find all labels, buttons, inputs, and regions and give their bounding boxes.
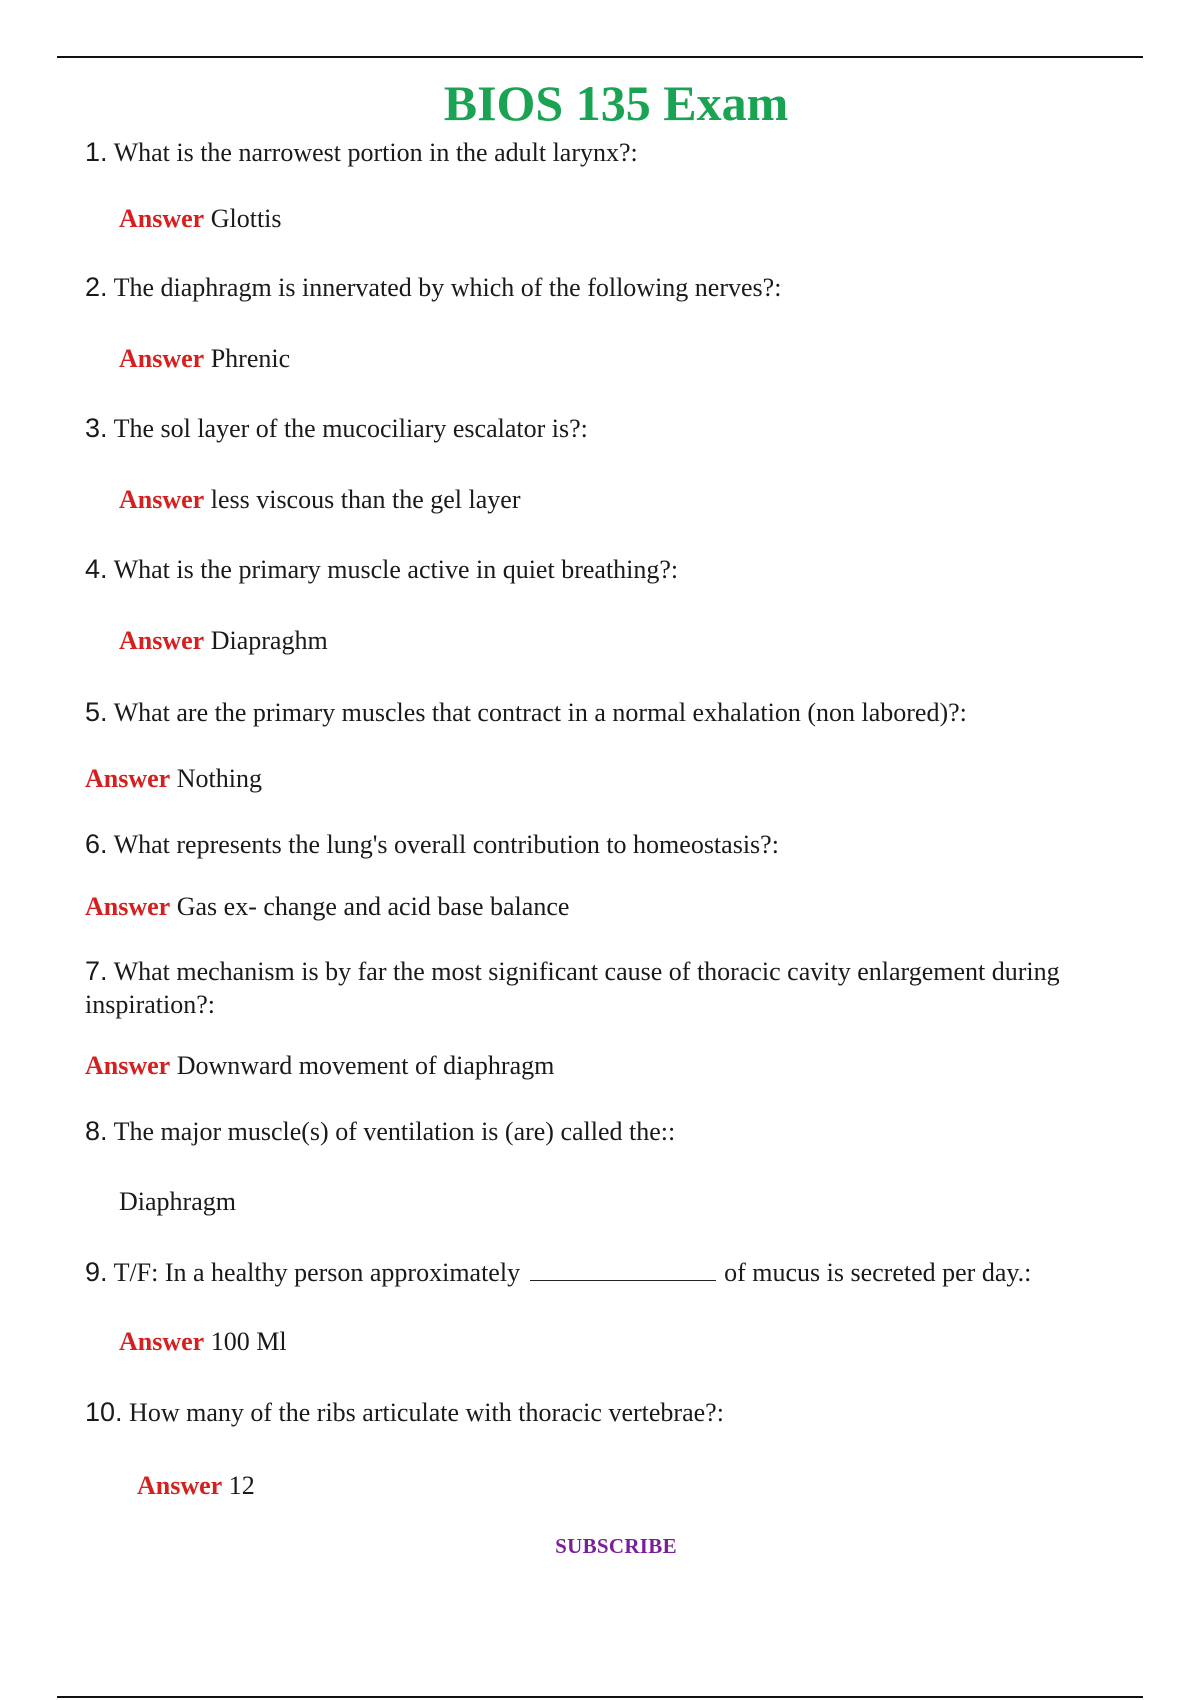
question-number: 7. xyxy=(85,956,108,986)
question-3 xyxy=(85,412,1105,445)
answer-text: Diapraghm xyxy=(210,626,328,655)
question-number: 5. xyxy=(85,697,108,727)
question-number: 3. xyxy=(85,413,108,443)
answer-3 xyxy=(119,483,520,516)
answer-label: Answer xyxy=(137,1471,223,1500)
question-text: The major muscle(s) of ventilation is (are) called the:: xyxy=(113,1117,676,1146)
answer-9 xyxy=(119,1325,287,1358)
question-number: 4. xyxy=(85,554,108,584)
question-number: 1. xyxy=(85,137,108,167)
question-9 xyxy=(85,1256,1105,1289)
answer-5 xyxy=(85,762,262,795)
answer-label: Answer xyxy=(85,1051,171,1080)
question-text: What mechanism is by far the most significant cause of thoracic cavity enlargement during inspiration?: xyxy=(85,957,1060,1019)
answer-1 xyxy=(119,202,282,235)
question-6 xyxy=(85,828,1105,861)
bottom-divider xyxy=(57,1696,1143,1698)
question-text-before: T/F: In a healthy person approximately xyxy=(113,1258,521,1287)
answer-text: Phrenic xyxy=(210,344,291,373)
answer-text: 100 Ml xyxy=(210,1327,287,1356)
answer-text: Nothing xyxy=(176,764,262,793)
answer-label: Answer xyxy=(119,1327,205,1356)
answer-2 xyxy=(119,342,290,375)
answer-text: Glottis xyxy=(210,204,282,233)
question-number: 2. xyxy=(85,272,108,302)
answer-text: less viscous than the gel layer xyxy=(210,485,521,514)
question-number: 10. xyxy=(85,1397,123,1427)
question-text: What is the narrowest portion in the adult larynx?: xyxy=(113,138,638,167)
answer-10 xyxy=(137,1469,255,1502)
question-text: How many of the ribs articulate with thoracic vertebrae?: xyxy=(129,1398,724,1427)
answer-label: Answer xyxy=(85,764,171,793)
answer-text: Downward movement of diaphragm xyxy=(176,1051,555,1080)
question-text: What is the primary muscle active in quiet breathing?: xyxy=(113,555,679,584)
question-number: 6. xyxy=(85,829,108,859)
question-number: 8. xyxy=(85,1116,108,1146)
answer-label: Answer xyxy=(85,892,171,921)
answer-label: Answer xyxy=(119,204,205,233)
question-5 xyxy=(85,696,1105,729)
answer-label: Answer xyxy=(119,344,205,373)
question-10 xyxy=(85,1396,1105,1429)
answer-8 xyxy=(119,1185,236,1218)
fill-in-blank xyxy=(530,1260,716,1281)
question-text: The sol layer of the mucociliary escalator is?: xyxy=(113,414,588,443)
answer-label: Answer xyxy=(119,626,205,655)
question-text-after: of mucus is secreted per day.: xyxy=(724,1258,1032,1287)
question-text: What represents the lung's overall contribution to homeostasis?: xyxy=(113,830,779,859)
answer-label: Answer xyxy=(119,485,205,514)
question-7 xyxy=(85,955,1105,1021)
answer-text: Diaphragm xyxy=(119,1187,236,1216)
answer-7 xyxy=(85,1049,554,1082)
question-text: What are the primary muscles that contract in a normal exhalation (non labored)?: xyxy=(113,698,967,727)
answer-text: 12 xyxy=(228,1471,255,1500)
answer-4 xyxy=(119,624,328,657)
top-divider xyxy=(57,56,1143,58)
question-4 xyxy=(85,553,1105,586)
page-title: BIOS 135 Exam xyxy=(443,75,789,131)
question-number: 9. xyxy=(85,1257,108,1287)
question-2 xyxy=(85,271,1105,304)
question-1 xyxy=(85,136,1105,169)
answer-6 xyxy=(85,890,569,923)
subscribe-link[interactable]: SUBSCRIBE xyxy=(555,1534,677,1558)
question-text: The diaphragm is innervated by which of the following nerves?: xyxy=(113,273,782,302)
answer-text: Gas ex- change and acid base balance xyxy=(176,892,570,921)
question-8 xyxy=(85,1115,1105,1148)
